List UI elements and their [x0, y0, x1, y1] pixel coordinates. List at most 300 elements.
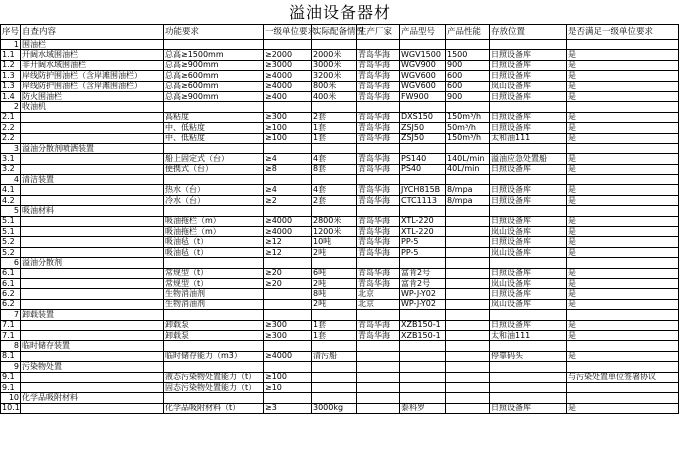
table-cell: [446, 320, 490, 330]
table-cell: [446, 227, 490, 237]
table-cell: 收油机: [21, 102, 164, 112]
table-cell: 3000米: [312, 60, 357, 70]
table-cell: [312, 143, 357, 153]
table-cell: [400, 175, 446, 185]
table-row: [1, 112, 679, 122]
table-cell: [264, 206, 312, 216]
table-cell: 岚山设备库: [490, 227, 567, 237]
table-cell: ≥4000: [264, 216, 312, 226]
table-cell: [21, 268, 164, 278]
table-cell: 10.1: [2, 403, 20, 413]
table-cell: 日照设备库: [490, 60, 567, 70]
table-cell: 150m³/h: [446, 112, 490, 122]
table-header-row: [1, 25, 679, 40]
table-cell: [490, 393, 567, 403]
table-cell: [446, 247, 490, 257]
table-cell: 青岛华海: [357, 268, 400, 278]
table-cell: [312, 362, 357, 372]
table-cell: 10: [1, 393, 21, 403]
table-cell: 5.2: [1, 237, 21, 247]
table-cell: ≥100: [264, 133, 312, 143]
table-cell: 日照设备库: [490, 123, 567, 133]
table-cell: [312, 382, 357, 392]
table-cell: 3.2: [1, 164, 21, 174]
table-row: [1, 133, 679, 143]
table-cell: 溢油分散剂喷洒装置: [21, 143, 164, 153]
table-cell: ≥2: [264, 195, 312, 205]
table-cell: 6吨: [312, 268, 357, 278]
table-row: [1, 81, 679, 91]
table-row: [1, 154, 679, 164]
table-cell: 富肯2号: [400, 268, 446, 278]
table-cell: 是: [567, 278, 679, 288]
table-cell: [21, 133, 164, 143]
table-cell: 2套: [312, 195, 357, 205]
table-cell: 4套: [312, 154, 357, 164]
table-cell: 1.3: [1, 71, 21, 81]
table-cell: 总高≥600mm: [164, 71, 264, 81]
table-cell: 太和油111: [490, 330, 567, 340]
section-row: [1, 341, 679, 351]
table-cell: PP-5: [400, 247, 446, 257]
table-cell: [264, 143, 312, 153]
table-cell: 1套: [312, 320, 357, 330]
table-cell: [446, 268, 490, 278]
table-cell: 泰科罗: [400, 403, 446, 413]
table-row: [1, 195, 679, 205]
table-cell: 9.1: [1, 372, 21, 382]
table-cell: ≥8: [264, 164, 312, 174]
table-cell: 1200米: [312, 227, 357, 237]
table-cell: 5.1: [1, 216, 21, 226]
table-row: [1, 382, 679, 392]
table-cell: 岸线防护围油栏（含岸滩围油栏）: [21, 71, 164, 81]
table-cell: 400米: [312, 91, 357, 101]
table-cell: [21, 351, 164, 361]
table-cell: [490, 206, 567, 216]
table-cell: PP-5: [400, 237, 446, 247]
table-cell: [400, 258, 446, 268]
table-cell: [264, 310, 312, 320]
table-cell: [400, 206, 446, 216]
table-cell: 9: [1, 362, 21, 372]
table-cell: FW900: [400, 91, 446, 101]
table-cell: ≥100: [264, 372, 312, 382]
table-cell: [400, 362, 446, 372]
table-cell: 1.1: [1, 50, 21, 60]
column-header: 实际配备情况: [312, 25, 357, 40]
table-cell: [567, 393, 679, 403]
table-cell: 总高≥600mm: [164, 81, 264, 91]
table-cell: 3000kg: [312, 403, 357, 413]
table-cell: [164, 362, 264, 372]
table-cell: 8/mpa: [446, 195, 490, 205]
table-cell: 8.1: [1, 351, 21, 361]
table-cell: 岸线防护围油栏（含岸滩围油栏）: [21, 81, 164, 91]
table-cell: 是: [567, 81, 679, 91]
table-cell: [21, 164, 164, 174]
table-cell: ≥300: [264, 330, 312, 340]
equipment-table: [0, 24, 679, 414]
table-cell: 2800米: [312, 216, 357, 226]
table-cell: 1.2: [1, 60, 21, 70]
table-cell: 青岛华海: [357, 216, 400, 226]
table-cell: 青岛华海: [357, 50, 400, 60]
table-row: [1, 268, 679, 278]
table-cell: ≥400: [264, 91, 312, 101]
table-cell: [264, 102, 312, 112]
table-cell: 是: [567, 330, 679, 340]
table-cell: [21, 112, 164, 122]
table-cell: 临时储存能力（m3）: [164, 351, 264, 361]
table-cell: ≥20: [264, 278, 312, 288]
section-row: [1, 310, 679, 320]
table-cell: 6.1: [1, 268, 21, 278]
table-cell: [490, 102, 567, 112]
table-cell: 北京: [357, 299, 400, 309]
table-cell: 7.1: [1, 320, 21, 330]
table-row: [1, 71, 679, 81]
section-row: [1, 143, 679, 153]
table-cell: 日照设备库: [490, 112, 567, 122]
table-row: [1, 403, 679, 413]
table-row: [1, 289, 679, 299]
table-cell: 4套: [312, 185, 357, 195]
table-cell: 2吨: [312, 247, 357, 257]
table-cell: 清污船: [312, 351, 357, 361]
table-cell: 日照设备库: [490, 50, 567, 60]
table-cell: 青岛华海: [357, 112, 400, 122]
table-cell: [400, 40, 446, 50]
table-cell: 青岛华海: [357, 195, 400, 205]
table-cell: [164, 310, 264, 320]
table-cell: 青岛华海: [357, 185, 400, 195]
table-cell: [21, 299, 164, 309]
table-cell: 6.1: [1, 278, 21, 288]
table-cell: 3.1: [1, 154, 21, 164]
table-cell: XTL-220: [400, 216, 446, 226]
table-cell: 1.4: [1, 91, 21, 101]
column-header: 自查内容: [21, 25, 164, 40]
page-title: 溢油设备器材: [288, 3, 391, 22]
table-cell: [567, 206, 679, 216]
table-cell: [357, 351, 400, 361]
table-cell: 50m³/h: [446, 123, 490, 133]
table-cell: [21, 154, 164, 164]
table-cell: 1.3: [1, 81, 21, 91]
table-cell: 5: [1, 206, 21, 216]
table-cell: 青岛华海: [357, 91, 400, 101]
table-cell: [357, 382, 400, 392]
table-cell: [400, 143, 446, 153]
table-cell: 吸油拖栏（m）: [164, 216, 264, 226]
table-cell: [446, 278, 490, 288]
table-cell: [490, 362, 567, 372]
table-cell: WP-J-Y02: [400, 289, 446, 299]
table-cell: 溢油应急处置船: [490, 154, 567, 164]
table-cell: ≥4: [264, 185, 312, 195]
table-cell: [164, 40, 264, 50]
table-cell: 1套: [312, 133, 357, 143]
table-cell: 日照设备库: [490, 237, 567, 247]
table-row: [1, 60, 679, 70]
table-cell: 非开阔水域围油栏: [21, 60, 164, 70]
table-cell: 吸油材料: [21, 206, 164, 216]
table-row: [1, 123, 679, 133]
table-cell: ≥10: [264, 382, 312, 392]
table-cell: 1500: [446, 50, 490, 60]
table-cell: ≥3: [264, 403, 312, 413]
table-cell: [567, 362, 679, 372]
table-cell: 青岛华海: [357, 278, 400, 288]
table-row: [1, 164, 679, 174]
table-cell: 8: [1, 341, 21, 351]
table-row: [1, 227, 679, 237]
table-cell: ≥4: [264, 154, 312, 164]
column-header: 是否满足一级单位要求: [567, 25, 679, 40]
table-cell: 卸载装置: [21, 310, 164, 320]
table-cell: WGV600: [400, 71, 446, 81]
table-cell: 液态污染物处置能力（t）: [164, 372, 264, 382]
table-cell: WGV600: [400, 81, 446, 91]
table-cell: 太和油111: [490, 133, 567, 143]
table-cell: 1套: [312, 123, 357, 133]
table-cell: [567, 102, 679, 112]
table-cell: ≥2000: [264, 50, 312, 60]
table-cell: WGV900: [400, 60, 446, 70]
column-header: 序号: [1, 25, 21, 40]
table-cell: XZB150-1: [400, 330, 446, 340]
table-row: [1, 351, 679, 361]
table-cell: [357, 310, 400, 320]
table-cell: [446, 299, 490, 309]
table-cell: 8吨: [312, 289, 357, 299]
table-cell: [357, 143, 400, 153]
table-cell: 日照设备库: [490, 289, 567, 299]
table-cell: 临时储存装置: [21, 341, 164, 351]
table-cell: 是: [567, 91, 679, 101]
table-cell: 常规型（t）: [164, 268, 264, 278]
table-cell: [164, 175, 264, 185]
table-cell: 6.2: [1, 289, 21, 299]
table-cell: [357, 341, 400, 351]
table-cell: 2000米: [312, 50, 357, 60]
table-cell: 总高≥900mm: [164, 60, 264, 70]
table-cell: [21, 330, 164, 340]
table-cell: 9.1: [1, 382, 21, 392]
table-cell: 开阔水域围油栏: [21, 50, 164, 60]
table-row: [1, 247, 679, 257]
table-cell: 是: [567, 60, 679, 70]
table-cell: [567, 143, 679, 153]
section-row: [1, 258, 679, 268]
table-cell: 是: [567, 195, 679, 205]
table-cell: 4.2: [1, 195, 21, 205]
table-cell: 溢油分散剂: [21, 258, 164, 268]
table-cell: [446, 310, 490, 320]
table-cell: 富肯2号: [400, 278, 446, 288]
table-cell: 青岛华海: [357, 81, 400, 91]
section-row: [1, 362, 679, 372]
column-header: 产品型号: [400, 25, 446, 40]
table-cell: [446, 341, 490, 351]
table-cell: 3: [1, 143, 21, 153]
table-cell: 青岛华海: [357, 320, 400, 330]
table-cell: 是: [567, 237, 679, 247]
column-header: 生产厂家: [357, 25, 400, 40]
table-cell: DXS150: [400, 112, 446, 122]
table-cell: [400, 102, 446, 112]
table-cell: ≥4000: [264, 351, 312, 361]
table-cell: [164, 258, 264, 268]
table-cell: ≥12: [264, 247, 312, 257]
table-cell: [357, 393, 400, 403]
table-cell: 热水（台）: [164, 185, 264, 195]
column-header: 存放位置: [490, 25, 567, 40]
table-row: [1, 50, 679, 60]
table-cell: JYCH815B: [400, 185, 446, 195]
table-cell: PS40: [400, 164, 446, 174]
table-cell: 防火围油栏: [21, 91, 164, 101]
table-cell: [21, 227, 164, 237]
table-cell: ≥4000: [264, 227, 312, 237]
table-cell: 与污染处置单位签署协议: [567, 372, 679, 382]
table-cell: [446, 206, 490, 216]
table-cell: 是: [567, 247, 679, 257]
table-cell: [446, 216, 490, 226]
table-row: [1, 320, 679, 330]
table-cell: [21, 403, 164, 413]
table-cell: [164, 393, 264, 403]
table-cell: [490, 341, 567, 351]
table-cell: [21, 247, 164, 257]
table-cell: 2: [1, 102, 21, 112]
table-cell: 是: [567, 227, 679, 237]
table-cell: 总高≥1500mm: [164, 50, 264, 60]
table-cell: 是: [567, 164, 679, 174]
table-cell: [164, 102, 264, 112]
table-cell: [490, 175, 567, 185]
table-cell: ≥20: [264, 268, 312, 278]
table-cell: 日照设备库: [490, 195, 567, 205]
table-cell: [446, 372, 490, 382]
table-cell: 是: [567, 123, 679, 133]
table-cell: [490, 143, 567, 153]
table-cell: WGV1500: [400, 50, 446, 60]
table-cell: WP-J-Y02: [400, 299, 446, 309]
table-cell: 青岛华海: [357, 133, 400, 143]
table-cell: 青岛华海: [357, 247, 400, 257]
table-cell: 日照设备库: [490, 216, 567, 226]
table-cell: 800米: [312, 81, 357, 91]
table-cell: [312, 393, 357, 403]
table-cell: [264, 393, 312, 403]
table-cell: ≥4000: [264, 81, 312, 91]
table-cell: 青岛华海: [357, 330, 400, 340]
table-cell: 污染物处置: [21, 362, 164, 372]
table-cell: 青岛华海: [357, 123, 400, 133]
table-cell: 吸油毡（t）: [164, 237, 264, 247]
table-cell: 青岛华海: [357, 71, 400, 81]
table-cell: [446, 237, 490, 247]
table-cell: 2套: [312, 112, 357, 122]
table-cell: 8套: [312, 164, 357, 174]
table-cell: [312, 102, 357, 112]
table-cell: 3200米: [312, 71, 357, 81]
table-cell: 青岛华海: [357, 237, 400, 247]
table-cell: 岚山设备库: [490, 81, 567, 91]
table-cell: 吸油毡（t）: [164, 247, 264, 257]
table-cell: 停靠码头: [490, 351, 567, 361]
table-cell: [21, 278, 164, 288]
table-cell: [357, 40, 400, 50]
table-cell: 便携式（台）: [164, 164, 264, 174]
table-cell: ZSJ50: [400, 123, 446, 133]
table-cell: 青岛华海: [357, 227, 400, 237]
table-cell: 生物消油剂: [164, 299, 264, 309]
table-cell: 固态污染物处置能力（t）: [164, 382, 264, 392]
table-cell: [490, 372, 567, 382]
table-cell: 是: [567, 216, 679, 226]
table-cell: [567, 341, 679, 351]
table-cell: PS140: [400, 154, 446, 164]
table-cell: XTL-220: [400, 227, 446, 237]
table-cell: [264, 341, 312, 351]
table-cell: 是: [567, 289, 679, 299]
section-row: [1, 40, 679, 50]
table-cell: [567, 258, 679, 268]
table-cell: 日照设备库: [490, 71, 567, 81]
table-cell: [21, 195, 164, 205]
column-header: 产品性能: [446, 25, 490, 40]
table-cell: [357, 362, 400, 372]
table-cell: [357, 403, 400, 413]
table-cell: 900: [446, 91, 490, 101]
table-cell: 5.2: [1, 247, 21, 257]
table-cell: 吸油拖栏（m）: [164, 227, 264, 237]
table-cell: [164, 206, 264, 216]
table-cell: 40L/min: [446, 164, 490, 174]
table-row: [1, 299, 679, 309]
table-cell: 5.1: [1, 227, 21, 237]
table-cell: [312, 40, 357, 50]
table-cell: [400, 341, 446, 351]
table-cell: [312, 372, 357, 382]
table-cell: [357, 372, 400, 382]
table-cell: ≥300: [264, 320, 312, 330]
table-cell: 日照设备库: [490, 403, 567, 413]
table-cell: [567, 40, 679, 50]
table-cell: [21, 289, 164, 299]
table-cell: 岚山设备库: [490, 278, 567, 288]
table-cell: [21, 123, 164, 133]
table-cell: [400, 372, 446, 382]
table-cell: 卸载泵: [164, 320, 264, 330]
table-cell: 1套: [312, 330, 357, 340]
table-cell: [357, 206, 400, 216]
table-cell: [312, 206, 357, 216]
table-cell: [312, 310, 357, 320]
table-row: [1, 91, 679, 101]
section-row: [1, 175, 679, 185]
table-cell: 2.2: [1, 133, 21, 143]
table-cell: 是: [567, 299, 679, 309]
table-row: [1, 237, 679, 247]
table-cell: ≥100: [264, 123, 312, 133]
table-cell: [264, 299, 312, 309]
table-cell: 清洁装置: [21, 175, 164, 185]
table-row: [1, 372, 679, 382]
